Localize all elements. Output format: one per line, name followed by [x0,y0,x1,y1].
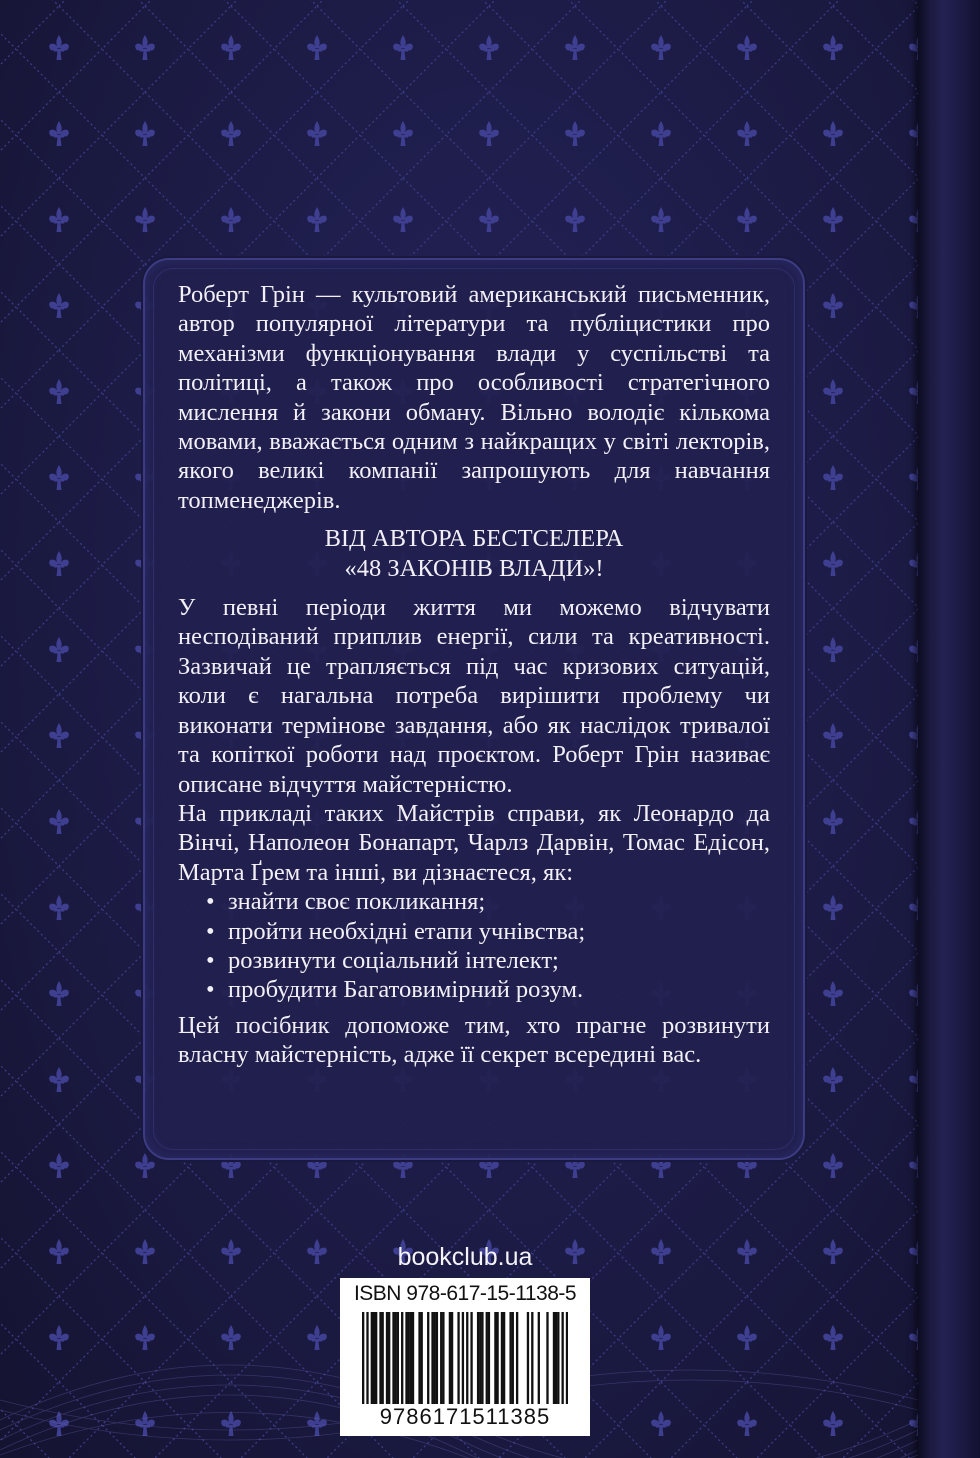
barcode-bar [386,1312,388,1404]
barcode-bar [553,1312,555,1404]
bullet-icon: • [206,946,215,974]
barcode-bar [373,1312,375,1404]
book-spine [918,0,980,1458]
barcode-bar [488,1312,490,1404]
barcode-icon [362,1312,568,1404]
barcode-bar [405,1312,407,1404]
bestseller-heading [178,524,770,583]
barcode-bar [451,1312,453,1404]
barcode-bar [494,1312,496,1404]
barcode-bar [408,1312,410,1404]
barcode-bar [397,1312,399,1404]
barcode-bar [392,1312,394,1404]
barcode-bar [561,1312,563,1404]
barcode-bar [486,1312,488,1404]
publisher-website: bookclub.ua [397,1243,533,1271]
barcode-bar [557,1312,559,1404]
isbn-number: ISBN 978-617-15-1138-5 [353,1282,577,1305]
barcode-bar [421,1312,423,1404]
heading-line-2: «48 ЗАКОНІВ ВЛАДИ»! [344,554,604,582]
barcode-bar [401,1312,403,1404]
barcode-bar [503,1312,505,1404]
list-item: • знайти своє покликання; [206,888,486,916]
barcode-bar [375,1312,377,1404]
bullet-icon: • [206,976,215,1004]
barcode-digits: 9786171511385 [379,1404,551,1429]
barcode-bar [395,1312,397,1404]
barcode-bar [462,1312,464,1404]
barcode-bar [436,1312,438,1404]
barcode-bar [382,1312,384,1404]
bullet-icon: • [206,917,215,945]
author-bio: Роберт Грін — культовий американський письменник, автор популярної літератури та публіцистики про механізми функціонування влади у суспільстві та політиці, а також про особливості стратегічного мислення й закони обману. Вільно володіє кількома мовами, вважається одним з найкращих у світі лекторів, якого великі компанії запрошують для навчання топменеджерів. [178,281,770,514]
barcode-bar [516,1312,518,1404]
barcode-bar [512,1312,514,1404]
barcode-label [340,1278,590,1436]
barcode-bar [434,1312,436,1404]
barcode-bar [496,1312,498,1404]
barcode-bar [479,1312,481,1404]
book-description: У певні періоди життя ми можемо відчувати несподіваний приплив енергії, сили та креативності. Зазвичай це трапляється під час кризових ситуацій, коли є нагальна потреба вирішити проблему чи виконати термінове завдання, або як наслідок тривалої та копіткої роботи над проєктом. Роберт Грін називає описане відчуття майстерністю. [178,594,770,798]
barcode-bar [470,1312,472,1404]
barcode-bar [431,1312,433,1404]
list-item: • пройти необхідні етапи учнівства; [206,917,586,945]
barcode-bar [566,1312,568,1404]
barcode-bar [501,1312,503,1404]
barcode-bar [546,1312,548,1404]
barcode-bar [379,1312,381,1404]
barcode-bar [442,1312,444,1404]
benefits-list [178,887,770,1005]
barcode-bar [509,1312,511,1404]
bullet-icon: • [206,888,215,916]
closing-text: Цей посібник допоможе тим, хто прагне розвинути власну майстерність, адже її секрет всередині вас. [178,1011,770,1069]
barcode-bar [427,1312,429,1404]
barcode-bar [527,1312,529,1404]
barcode-bar [366,1312,368,1404]
barcode-bar [418,1312,420,1404]
barcode-bar [466,1312,468,1404]
barcode-bar [457,1312,459,1404]
barcode-bar [371,1312,373,1404]
barcode-bar [440,1312,442,1404]
barcode-bar [477,1312,479,1404]
barcode-bar [412,1312,414,1404]
barcode-bar [388,1312,390,1404]
barcode-bar [538,1312,540,1404]
barcode-bar [481,1312,483,1404]
list-item: • розвинути соціальний інтелект; [206,946,559,974]
barcode-bar [410,1312,412,1404]
examples-intro: На прикладі таких Майстрів справи, як Леонардо да Вінчі, Наполеон Бонапарт, Чарлз Дарвін, Томас Едісон, Марта Ґрем та інші, ви дізнаєтеся, як: [178,799,770,886]
barcode-bar [449,1312,451,1404]
cover-text-block [178,280,770,1070]
barcode-bar [362,1312,364,1404]
heading-line-1: ВІД АВТОРА БЕСТСЕЛЕРА [324,525,624,553]
list-item: • пробудити Багатовимірний розум. [206,976,584,1004]
barcode-bar [531,1312,533,1404]
barcode-bar [555,1312,557,1404]
